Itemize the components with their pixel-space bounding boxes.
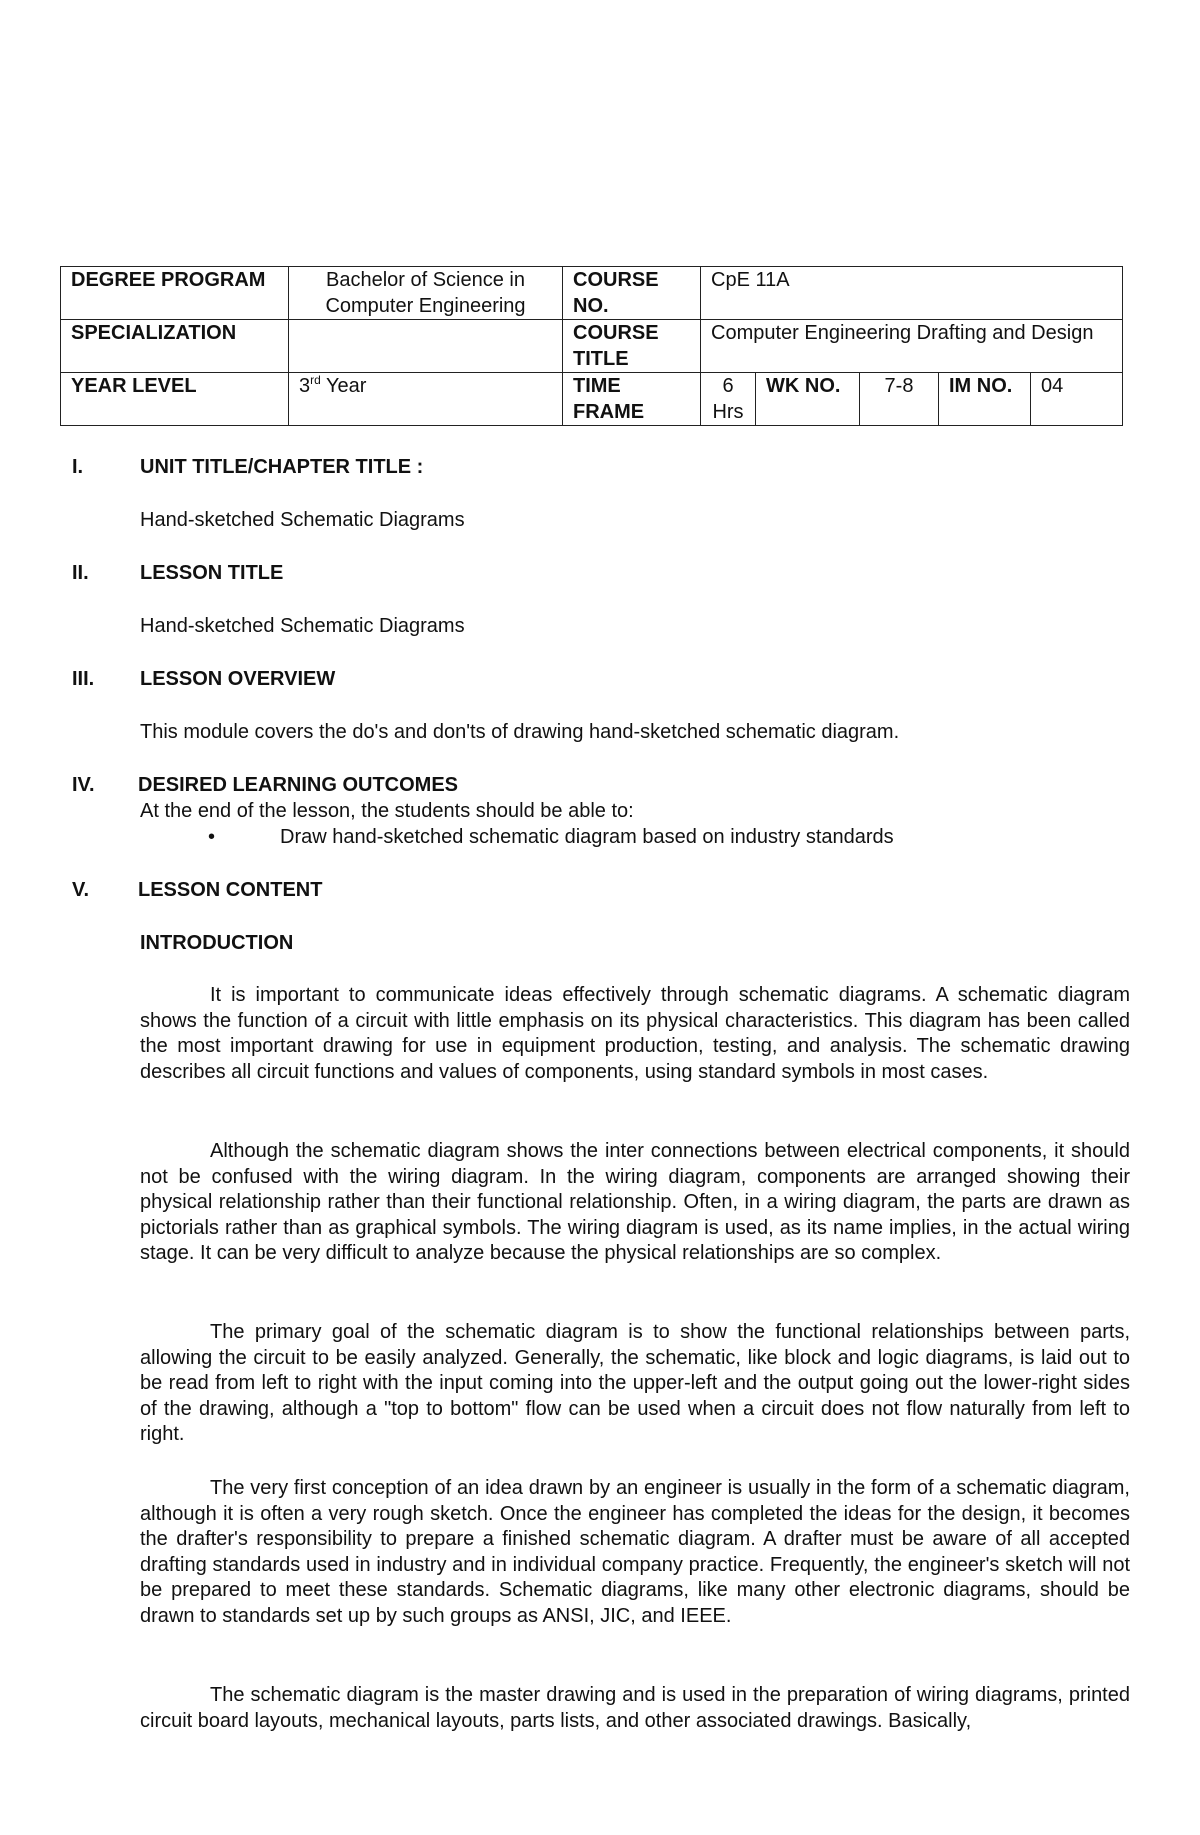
im-no-label: IM NO. [939,373,1031,426]
degree-program-label: DEGREE PROGRAM [61,267,289,320]
lesson-title-text: Hand-sketched Schematic Diagrams [140,615,465,637]
section-heading: LESSON OVERVIEW [140,668,336,690]
table-row [61,267,1123,320]
specialization-label: SPECIALIZATION [61,320,289,373]
wk-no-label: WK NO. [756,373,860,426]
table-row [61,373,1123,426]
section-number: II. [72,562,89,584]
specialization-value [289,320,563,373]
section-number: V. [72,879,90,901]
section-number: I. [72,456,84,478]
section-heading: DESIRED LEARNING OUTCOMES [138,774,459,796]
section-heading: UNIT TITLE/CHAPTER TITLE : [140,456,424,478]
lesson-overview-text: This module covers the do's and don'ts of drawing hand-sketched schematic diagram. [140,721,900,743]
year-level-suffix: rd [310,373,321,387]
learning-outcomes-intro: At the end of the lesson, the students should be able to: [140,800,634,822]
course-info-table [60,266,1123,426]
table-row [61,320,1123,373]
bullet-icon: • [208,826,216,848]
im-no-value: 04 [1031,373,1123,426]
year-level-word: Year [326,375,367,397]
course-title-value: Computer Engineering Drafting and Design [701,320,1123,373]
year-level-number: 3 [299,375,311,397]
time-frame-label: TIME FRAME [563,373,701,426]
section-number: IV. [72,774,95,796]
learning-outcome-text: Draw hand-sketched schematic diagram based on industry standards [280,826,894,848]
course-no-value: CpE 11A [701,267,1123,320]
paragraph: The very first conception of an idea drawn by an engineer is usually in the form of a schematic diagram, although it is often a very rough sketch. Once the engineer has completed the ideas for the design, it becomes the drafter's responsibility to prepare a finished schematic diagram. A drafter must be aware of all accepted drafting standards used in industry and in individual company practice. Frequently, the engineer's sketch will not be prepared to meet these standards. Schematic diagrams, like many other electronic diagrams, should be drawn to standards set up by such groups as ANSI, JIC, and IEEE. [140,1477,1130,1627]
wk-no-value: 7-8 [860,373,939,426]
time-frame-value: 6 Hrs [701,373,756,426]
course-title-label: COURSE TITLE [563,320,701,373]
course-no-label: COURSE NO. [563,267,701,320]
paragraph: Although the schematic diagram shows the inter connections between electrical components, it should not be confused with the wiring diagram. In the wiring diagram, components are arranged showing their physical relationship rather than their functional relationship. Often, in a wiring diagram, the parts are drawn as pictorials rather than as graphical symbols. The wiring diagram is used, as its name implies, in the actual wiring stage. It can be very difficult to analyze because the physical relationships are so complex. [140,1140,1130,1265]
year-level-value [289,373,563,426]
degree-program-value: Bachelor of Science in Computer Engineering [289,267,563,320]
paragraph: The primary goal of the schematic diagram is to show the functional relationships between parts, allowing the circuit to be easily analyzed. Generally, the schematic, like block and logic diagrams, is laid out to be read from left to right with the input coming into the upper-left and the output going out the lower-right sides of the drawing, although a "top to bottom" flow can be used when a circuit does not flow naturally from left to right. [140,1321,1130,1446]
section-heading: LESSON CONTENT [138,879,323,901]
section-heading: LESSON TITLE [140,562,284,584]
section-number: III. [72,668,95,690]
paragraph: It is important to communicate ideas effectively through schematic diagrams. A schematic diagram shows the function of a circuit with little emphasis on its physical characteristics. This diagram has been called the most important drawing for use in equipment production, testing, and analysis. The schematic drawing describes all circuit functions and values of components, using standard symbols in most cases. [140,984,1130,1083]
unit-title-text: Hand-sketched Schematic Diagrams [140,509,465,531]
paragraph: The schematic diagram is the master drawing and is used in the preparation of wiring diagrams, printed circuit board layouts, mechanical layouts, parts lists, and other associated drawings. Basically, [140,1684,1130,1732]
introduction-heading: INTRODUCTION [140,932,294,954]
year-level-label: YEAR LEVEL [61,373,289,426]
